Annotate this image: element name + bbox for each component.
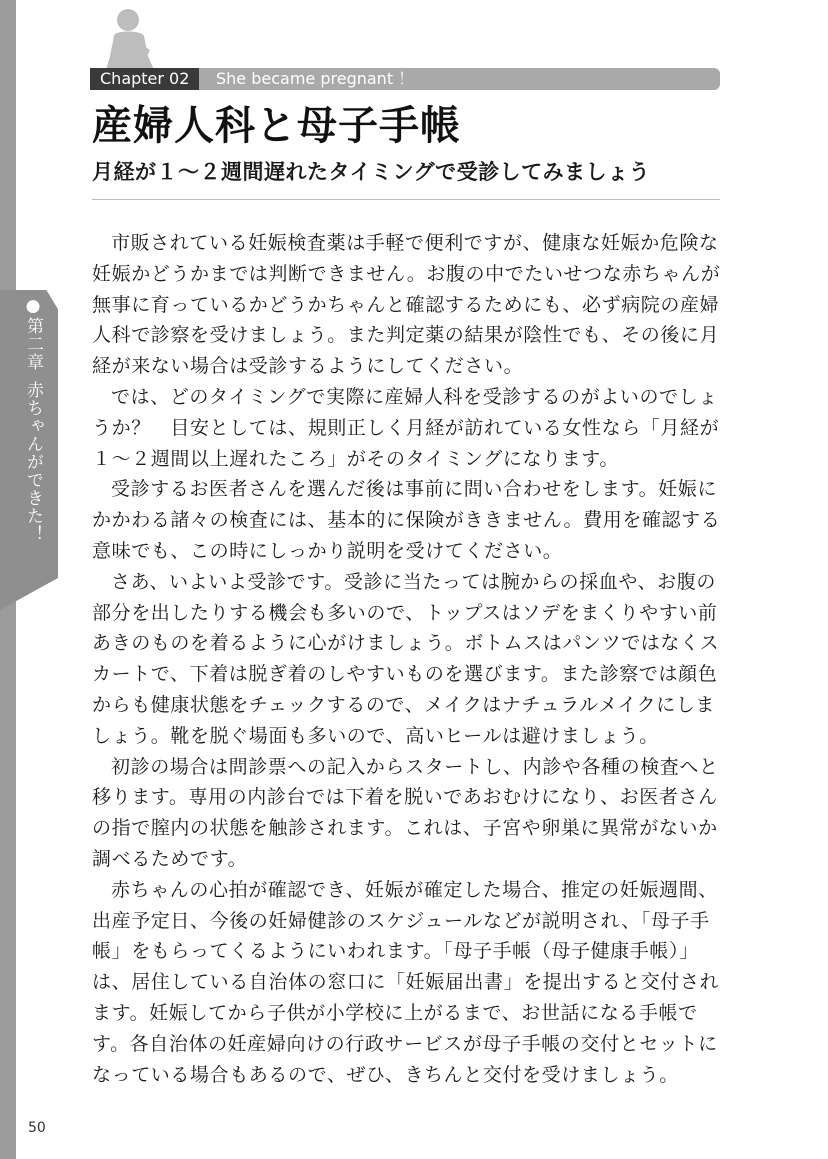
chapter-subtitle: She became pregnant ！ — [216, 69, 415, 88]
baby-silhouette-icon — [104, 6, 156, 70]
page-subtitle: 月経が１～２週間遅れたタイミングで受診してみましょう — [92, 160, 651, 184]
page-number: 50 — [28, 1120, 46, 1136]
chapter-label: Chapter 02 — [90, 68, 199, 90]
paragraph: では、どのタイミングで実際に産婦人科を受診するのがよいのでしょうか？ 目安としては、規則正しく月経が訪れている女性なら「月経が１～２週間以上遅れたころ」がそのタイミングになります。 — [92, 385, 720, 470]
side-tab-chapter: 第二章 — [23, 317, 43, 371]
side-tab-bullet: ● — [23, 296, 43, 317]
chapter-side-tab-text — [18, 296, 46, 543]
paragraph: 初診の場合は問診票への記入からスタートし、内診や各種の検査へと移ります。専用の内診台では下着を脱いであおむけになり、お医者さんの指で膣内の状態を触診されます。これは、子宮や卵巣に異常がないか調べるためです。 — [92, 755, 719, 870]
page-title: 産婦人科と母子手帳 — [92, 103, 461, 149]
paragraph: 赤ちゃんの心拍が確認でき、妊娠が確定した場合、推定の妊娠週間、出産予定日、今後の妊婦健診のスケジュールなどが説明され、「母子手帳」をもらってくるようにいわれます。「母子手帳（母子健康手帳）」は、居住している自治体の窓口に「妊娠届出書」を提出すると交付されます。妊娠してから子供が小学校に上がるまで、お世話になる手帳です。各自治体の妊産婦向けの行政サービスが母子手帳の交付とセットになっている場合もあるので、ぜひ、きちんと交付を受けましょう。 — [92, 878, 720, 1086]
paragraph: 受診するお医者さんを選んだ後は事前に問い合わせをします。妊娠にかかわる諸々の検査には、基本的に保険がききません。費用を確認する意味でも、この時にしっかり説明を受けてください。 — [92, 478, 721, 562]
paragraph: さあ、いよいよ受診です。受診に当たっては腕からの採血や、お腹の部分を出したりする機会も多いので、トップスはソデをまくりやすい前あきのものを着るように心がけましょう。ボトムスはパンツではなくスカートで、下着は脱ぎ着のしやすいものを選びます。また診察では顔色からも健康状態をチェックするので、メイクはナチュラルメイクにしましょう。靴を脱ぐ場面も多いので、高いヒールは避けましょう。 — [92, 570, 720, 747]
paragraph: 市販されている妊娠検査薬は手軽で便利ですが、健康な妊娠か危険な妊娠かどうかまでは判断できません。お腹の中でたいせつな赤ちゃんが無事に育っているかどうかちゃんと確認するためにも、必ず病院の産婦人科で診察を受けましょう。また判定薬の結果が陰性でも、その後に月経が来ない場合は受診するようにしてください。 — [92, 232, 721, 378]
title-divider — [92, 199, 720, 200]
body-text — [92, 228, 728, 1090]
side-tab-title: 赤ちゃんができた！ — [23, 381, 43, 543]
